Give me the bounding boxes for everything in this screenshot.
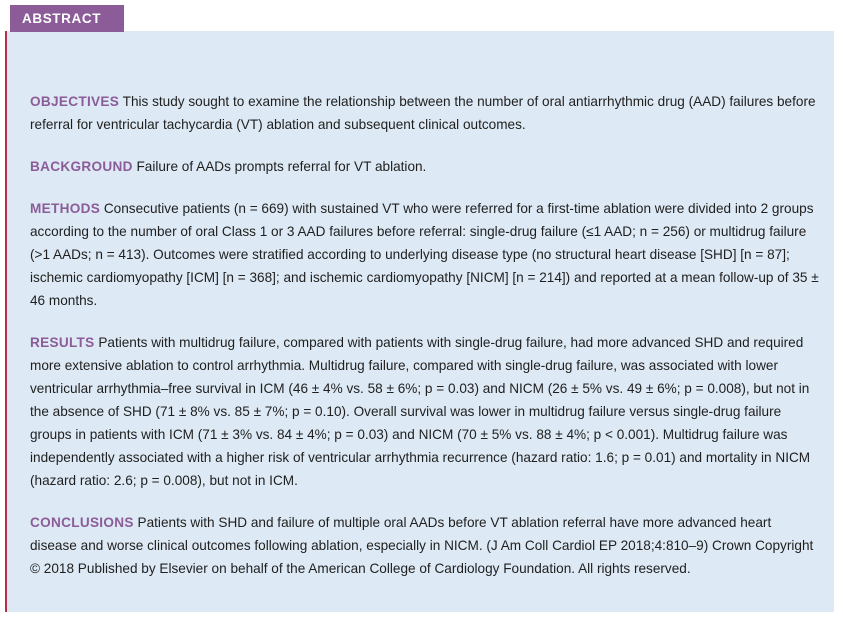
conclusions-label: CONCLUSIONS [30,515,134,530]
objectives-section [30,90,820,136]
abstract-panel [5,31,834,612]
methods-text: Consecutive patients (n = 669) with sustained VT who were referred for a first-time ablation were divided into 2 groups according to the number of oral Class 1 or 3 AAD failures before referral: single-drug failure (≤1 AAD; n = 256) or multidrug failure (>1 AADs; n = 413). Outcomes were stratified according to underlying disease type (no structural heart disease [SHD] [n = 87]; ischemic cardiomyopathy [ICM] [n = 368]; and ischemic cardiomyopathy [NICM] [n = 214]) and reported at a mean follow-up of 35 ± 46 months. [30,201,819,308]
results-section [30,331,820,492]
background-section [30,155,820,178]
results-text: Patients with multidrug failure, compared with patients with single-drug failure, had more advanced SHD and required more extensive ablation to control arrhythmia. Multidrug failure, compared with single-drug failure, was associated with lower ventricular arrhythmia–free survival in ICM (46 ± 4% vs. 58 ± 6%; p = 0.03) and NICM (26 ± 5% vs. 49 ± 6%; p = 0.008), but not in the absence of SHD (71 ± 8% vs. 85 ± 7%; p = 0.10). Overall survival was lower in multidrug failure versus single-drug failure groups in patients with ICM (71 ± 3% vs. 84 ± 4%; p = 0.03) and NICM (70 ± 5% vs. 88 ± 4%; p < 0.001). Multidrug failure was independently associated with a higher risk of ventricular arrhythmia recurrence (hazard ratio: 1.6; p = 0.01) and mortality in NICM (hazard ratio: 2.6; p = 0.008), but not in ICM. [30,335,811,488]
objectives-text: This study sought to examine the relationship between the number of oral antiarrhythmic drug (AAD) failures before referral for ventricular tachycardia (VT) ablation and subsequent clinical outcomes. [30,94,816,132]
conclusions-section [30,511,820,580]
conclusions-text: Patients with SHD and failure of multiple oral AADs before VT ablation referral have more advanced heart disease and worse clinical outcomes following ablation, especially in NICM. (J Am Coll Cardiol EP 2018;4:810–9) Crown Copyright © 2018 Published by Elsevier on behalf of the American College of Cardiology Foundation. All rights reserved. [30,515,814,576]
background-label: BACKGROUND [30,159,133,174]
abstract-tab: ABSTRACT [10,5,124,32]
results-label: RESULTS [30,335,95,350]
background-text: Failure of AADs prompts referral for VT ablation. [136,159,427,174]
objectives-label: OBJECTIVES [30,94,120,109]
abstract-content [30,90,820,599]
methods-section [30,197,820,312]
methods-label: METHODS [30,201,101,216]
